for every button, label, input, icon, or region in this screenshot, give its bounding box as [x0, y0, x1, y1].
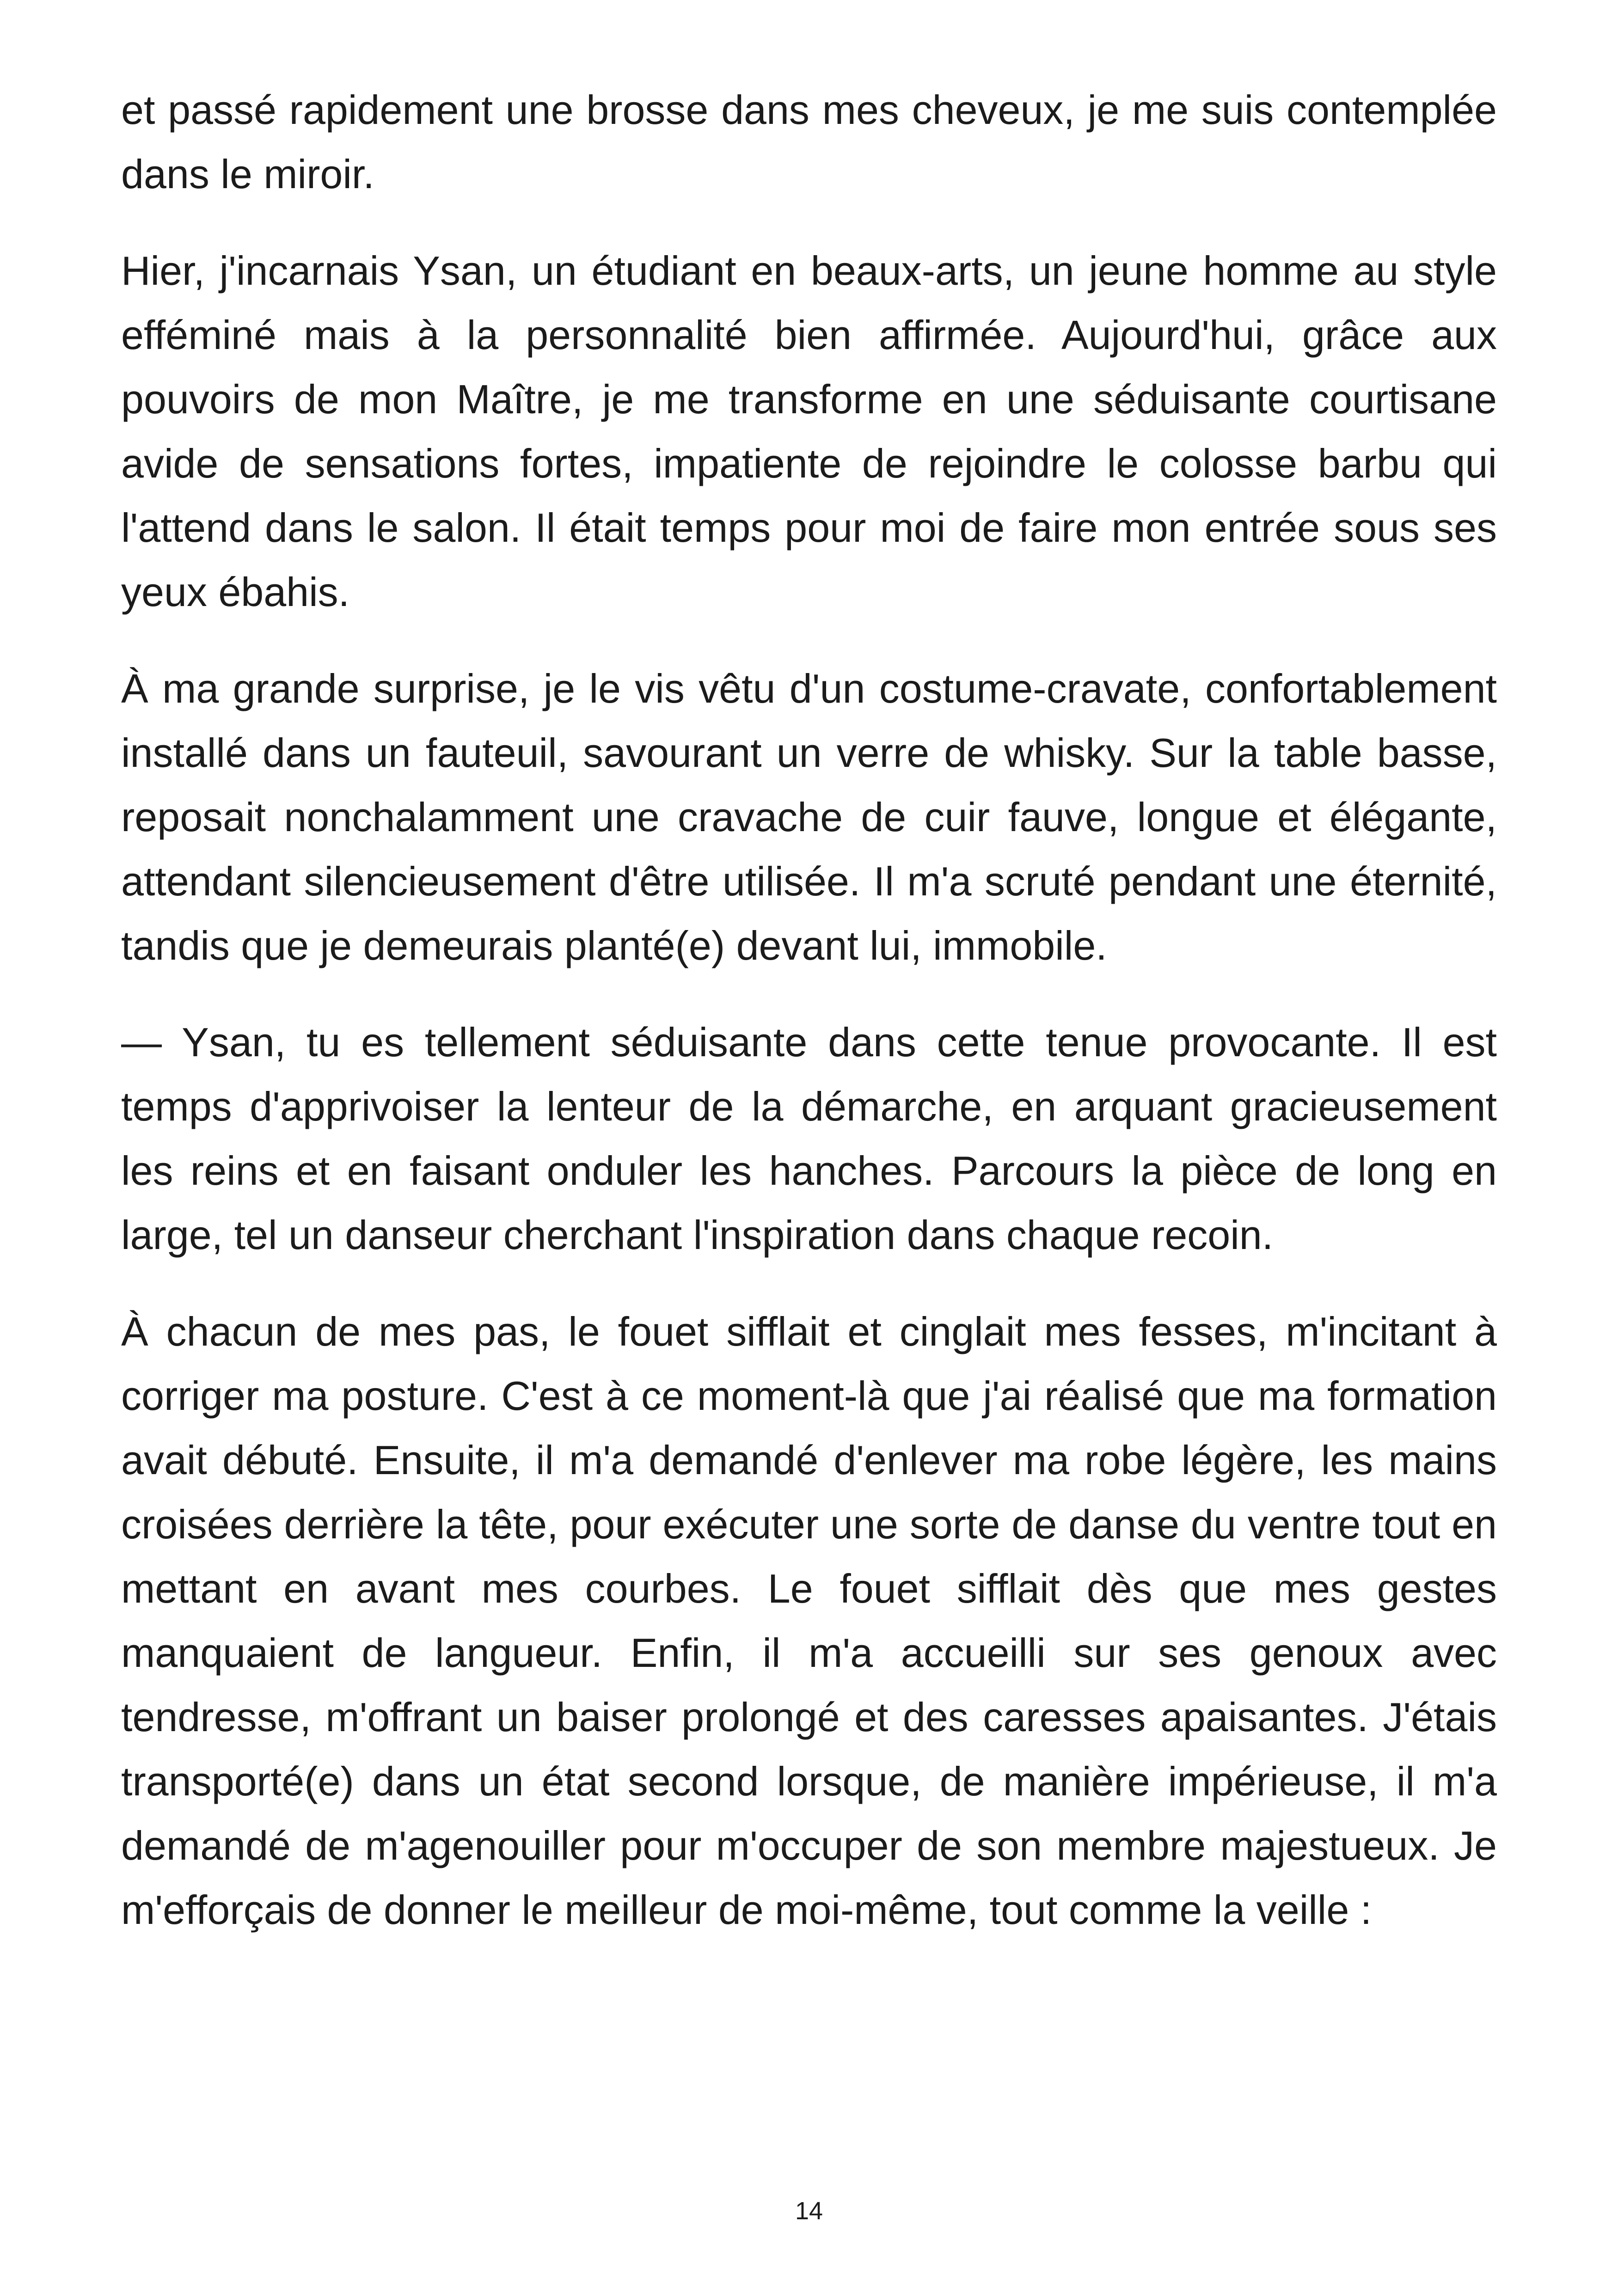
- paragraph-1: et passé rapidement une brosse dans mes cheveux, je me suis contemplée dans le miroir.: [121, 87, 1497, 197]
- page-number: 14: [795, 2197, 823, 2225]
- paragraph-5: À chacun de mes pas, le fouet sifflait et cinglait mes fesses, m'incitant à corriger ma posture. C'est à ce moment-là que j'ai réalisé que ma formation avait débuté. Ensuite, il m'a demandé d'enlever ma robe légère, les mains croisées derrière la tête, pour exécuter une sorte de danse du ventre tout en mettant en avant mes courbes. Le fouet sifflait dès que mes gestes manquaient de langueur. Enfin, il m'a accueilli sur ses genoux avec tendresse, m'offrant un baiser prolongé et des caresses apaisantes. J'étais transporté(e) dans un état second lorsque, de manière impérieuse, il m'a demandé de m'agenouiller pour m'occuper de son membre majestueux. Je m'efforçais de donner le meilleur de moi-même, tout comme la veille :: [121, 1309, 1497, 1933]
- paragraph-3: À ma grande surprise, je le vis vêtu d'un costume-cravate, confortablement installé dans un fauteuil, savourant un verre de whisky. Sur la table basse, reposait nonchalamment une cravache de cuir fauve, longue et élégante, attendant silencieusement d'être utilisée. Il m'a scruté pendant une éternité, tandis que je demeurais planté(e) devant lui, immobile.: [121, 666, 1497, 968]
- paragraph-2: Hier, j'incarnais Ysan, un étudiant en beaux-arts, un jeune homme au style efféminé mais à la personnalité bien affirmée. Aujourd'hui, grâce aux pouvoirs de mon Maître, je me transforme en une séduisante courtisane avide de sensations fortes, impatiente de rejoindre le colosse barbu qui l'attend dans le salon. Il était temps pour moi de faire mon entrée sous ses yeux ébahis.: [121, 248, 1497, 615]
- paragraph-4-dialogue: — Ysan, tu es tellement séduisante dans cette tenue provocante. Il est temps d'apprivoiser la lenteur de la démarche, en arquant gracieusement les reins et en faisant onduler les hanches. Parcours la pièce de long en large, tel un danseur cherchant l'inspiration dans chaque recoin.: [121, 1019, 1497, 1258]
- body-text: [121, 78, 1497, 1942]
